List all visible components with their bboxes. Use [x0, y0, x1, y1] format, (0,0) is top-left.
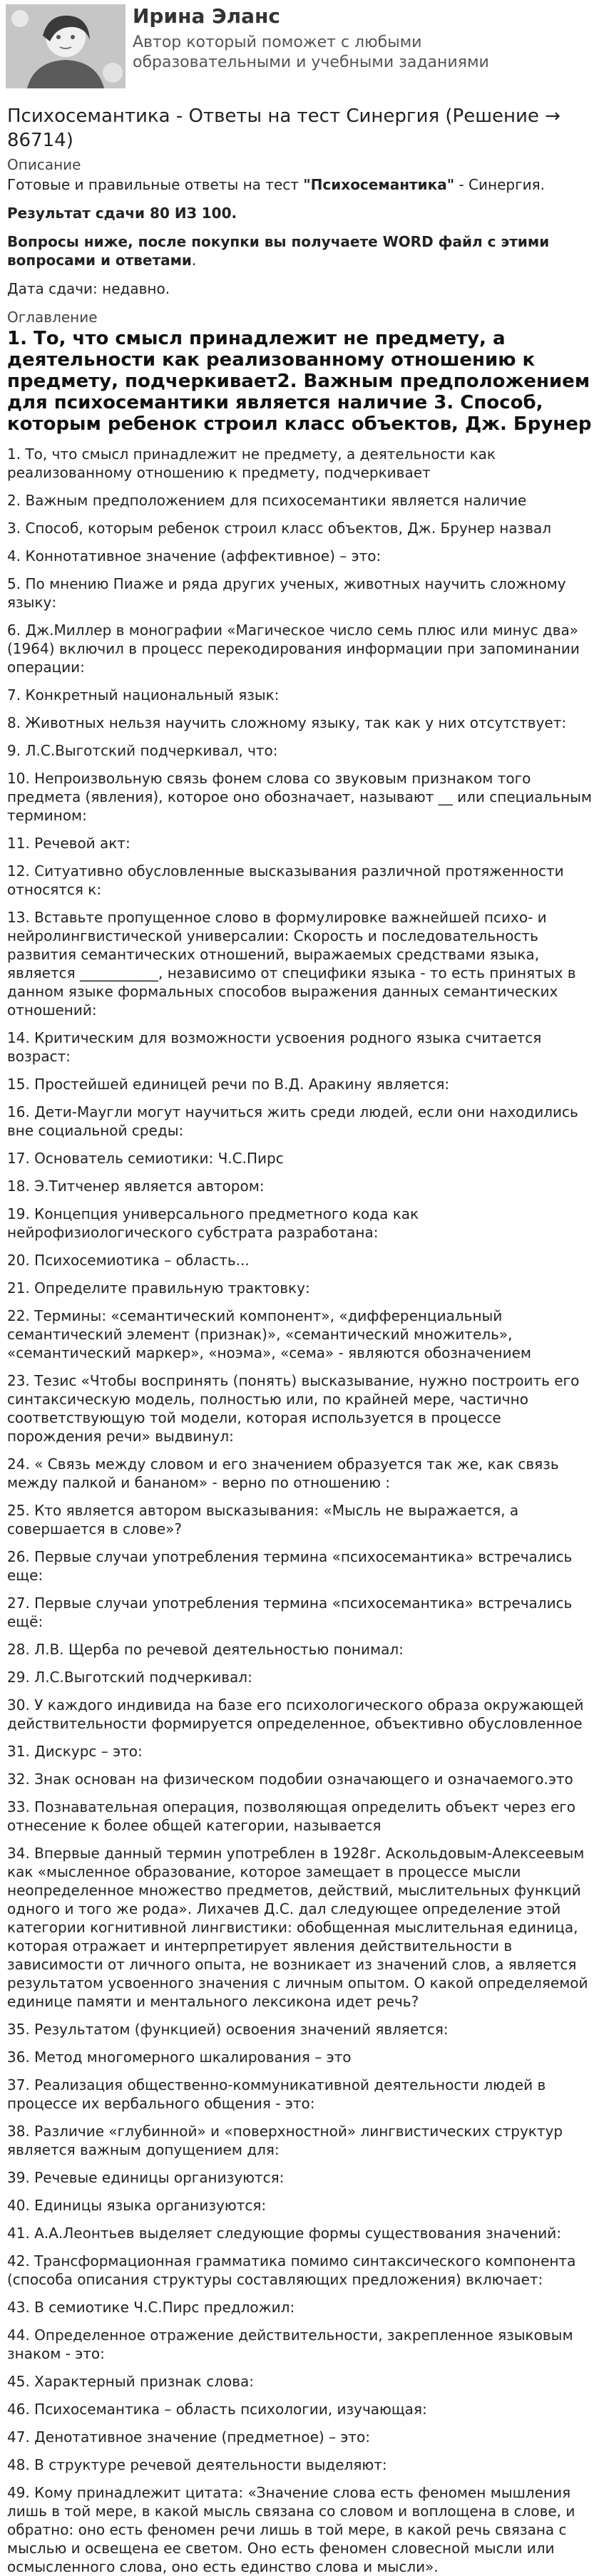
question-item: 38. Различие «глубинной» и «поверхностной» лингвистических структур является важным допущением для: — [7, 2123, 563, 2158]
question-item: 16. Дети-Маугли могут научиться жить среди людей, если они находились вне социальной среды: — [7, 1103, 578, 1139]
description-label: Описание — [7, 156, 81, 173]
question-item: 35. Результатом (функцией) освоения значений является: — [7, 2021, 449, 2038]
question-item: 2. Важным предположением для психосемантики является наличие — [7, 492, 527, 509]
question-item: 34. Впервые данный термин употреблен в 1928г. Аскольдовым-Алексеевым как «мысленное образование, которое замещает в процессе мысли неопределенное множество предметов, действий, мыслительных функций одного и того же рода». Лихачев Д.С. дал следующее определение этой категории когнитивной лингвистики: обобщенная мыслительная единица, которая отражает и интерпретирует явления действительности в зависимости от личного опыта, не возникает из значений слов, а является результатом усвоенного значения с личным опытом. О какой определяемой единице памяти и ментального лексикона идет речь? — [7, 1845, 588, 2010]
question-item: 44. Определенное отражение действительности, закрепленное языковым знаком - это: — [7, 2327, 573, 2362]
question-item: 15. Простейшей единицей речи по В.Д. Аракину является: — [7, 1076, 450, 1093]
question-item: 9. Л.С.Выготский подчеркивал, что: — [7, 742, 278, 759]
avatar-image — [6, 4, 126, 88]
question-item: 11. Речевой акт: — [7, 835, 130, 852]
question-item: 30. У каждого индивида на базе его психологического образа окружающей действительности формируется определенное, объективно обусловленное — [7, 1696, 584, 1732]
toc-heading[interactable]: 1. То, что смысл принадлежит не предмету, а деятельности как реализованному отношению к предмету, подчеркивает2. Важным предположением для психосемантики является наличие 3. Способ, которым ребенок строил класс объектов, Дж. Брунер — [7, 328, 592, 435]
question-item: 46. Психосемантика – область психологии, изучающая: — [7, 2401, 427, 2418]
question-item: 42. Трансформационная грамматика помимо синтаксического компонента (способа описания структуры составляющих предложения) включает: — [7, 2252, 576, 2288]
question-item: 6. Дж.Миллер в монографии «Магическое число семь плюс или минус два» (1964) включил в процесс перекодирования информации при запоминании операции: — [7, 622, 580, 676]
question-item: 36. Метод многомерного шкалирования – это — [7, 2049, 352, 2066]
question-item: 37. Реализация общественно-коммуникативной деятельности людей в процессе их вербального общения - это: — [7, 2076, 546, 2112]
question-item: 49. Кому принадлежит цитата: «Значение слова есть феномен мышления лишь в той мере, в какой мысль связана со словом и воплощена в слове, и обратно: оно есть феномен речи лишь в той мере, в какой речь связана с мыслью и освещена ее светом. Оно есть феномен словесной мысли или осмысленного слова, оно есть единство слова и мысли». — [7, 2484, 575, 2575]
question-item: 8. Животных нельзя научить сложному языку, так как у них отсутствует: — [7, 714, 567, 731]
question-item: 4. Коннотативное значение (аффективное) – это: — [7, 547, 382, 565]
question-list — [7, 445, 597, 2576]
avatar[interactable] — [6, 4, 126, 88]
question-item: 33. Познавательная операция, позволяющая определить объект через его отнесение к более общей категории, называется — [7, 1798, 576, 1834]
question-item: 12. Ситуативно обусловленные высказывания различной протяженности относятся к: — [7, 862, 564, 898]
question-item: 17. Основатель семиотики: Ч.С.Пирс — [7, 1150, 284, 1167]
question-item: 24. « Связь между словом и его значением образуется так же, как связь между палкой и бананом» - верно по отношению : — [7, 1456, 559, 1491]
question-item: 21. Определите правильную трактовку: — [7, 1279, 310, 1297]
toc-label: Оглавление — [7, 309, 98, 326]
question-item: 45. Характерный признак слова: — [7, 2373, 254, 2390]
question-item: 23. Тезис «Чтобы воспринять (понять) высказывание, нужно построить его синтаксическую модель, полностью или, по крайней мере, частично соответствующую той модели, которая используется в процессе порождения речи» выдвинул: — [7, 1372, 580, 1445]
question-item: 10. Непроизвольную связь фонем слова со звуковым признаком того предмета (явления), которое оно обозначает, называют __ или специальным термином: — [7, 770, 593, 824]
question-item: 20. Психосемиотика – область... — [7, 1252, 250, 1269]
question-item: 13. Вставьте пропущенное слово в формулировке важнейшей психо- и нейролингвистической универсалии: Скорость и последовательность развития семантических отношений, выражаемых средствами языка, является ___________, независимо от специфики языка - то есть принятых в данном языке формальных способов выражения данных семантических отношений: — [7, 909, 576, 1019]
question-item: 18. Э.Титченер является автором: — [7, 1178, 265, 1195]
description-test-name: "Психосемантика" — [303, 176, 455, 193]
question-item: 32. Знак основан на физическом подобии означающего и означаемого.это — [7, 1771, 573, 1788]
question-item: 43. В семиотике Ч.С.Пирс предложил: — [7, 2299, 295, 2316]
question-item: 27. Первые случаи употребления термина «психосемантика» встречались ещё: — [7, 1594, 573, 1630]
question-item: 3. Способ, которым ребенок строил класс объектов, Дж. Брунер назвал — [7, 520, 552, 537]
question-item: 14. Критическим для возможности усвоения родного языка считается возраст: — [7, 1029, 542, 1065]
question-item: 31. Дискурс – это: — [7, 1743, 143, 1760]
word-note-end: . — [191, 252, 197, 269]
author-header — [0, 0, 604, 93]
page-title: Психосемантика - Ответы на тест Синергия (Решение → 86714) — [7, 105, 561, 151]
question-item: 7. Конкретный национальный язык: — [7, 686, 280, 704]
description-prefix: Готовые и правильные ответы на тест — [7, 176, 304, 193]
question-item: 39. Речевые единицы организуются: — [7, 2169, 285, 2186]
question-item: 40. Единицы языка организуются: — [7, 2197, 267, 2214]
author-name[interactable]: Ирина Эланс — [133, 4, 280, 28]
question-item: 22. Термины: «семантический компонент», «дифференциальный семантический элемент (признак)», «семантический множитель», «семантический маркер», «ноэма», «сема» - являются обозначением — [7, 1307, 531, 1361]
main-content — [0, 104, 604, 2576]
question-item: 1. То, что смысл принадлежит не предмету, а деятельности как реализованному отношению к предмету, подчеркивает — [7, 445, 496, 481]
question-item: 29. Л.С.Выготский подчеркивал: — [7, 1669, 252, 1686]
question-item: 19. Концепция универсального предметного кода как нейрофизиологического субстрата разработана: — [7, 1205, 419, 1241]
date-text: Дата сдачи: недавно. — [7, 280, 170, 297]
word-note-bold: Вопросы ниже, после покупки вы получаете WORD файл с этими вопросами и ответами — [7, 233, 550, 269]
question-item: 48. В структуре речевой деятельности выделяют: — [7, 2456, 387, 2473]
question-item: 41. А.А.Леонтьев выделяет следующие формы существования значений: — [7, 2225, 562, 2242]
result-text: Результат сдачи 80 ИЗ 100. — [7, 205, 237, 222]
author-description: Автор который поможет с любыми образовательными и учебными заданиями — [133, 34, 489, 71]
question-item: 5. По мнению Пиаже и ряда других ученых, животных научить сложному языку: — [7, 575, 566, 611]
question-item: 47. Денотативное значение (предметное) – это: — [7, 2428, 371, 2446]
description-suffix: - Синергия. — [454, 176, 545, 193]
question-item: 25. Кто является автором высказывания: «Мысль не выражается, а совершается в слове»? — [7, 1502, 519, 1537]
description-text — [7, 175, 597, 194]
question-item: 28. Л.В. Щерба по речевой деятельностью понимал: — [7, 1641, 404, 1658]
word-note — [7, 232, 597, 269]
question-item: 26. Первые случаи употребления термина «психосемантика» встречались еще: — [7, 1548, 573, 1584]
